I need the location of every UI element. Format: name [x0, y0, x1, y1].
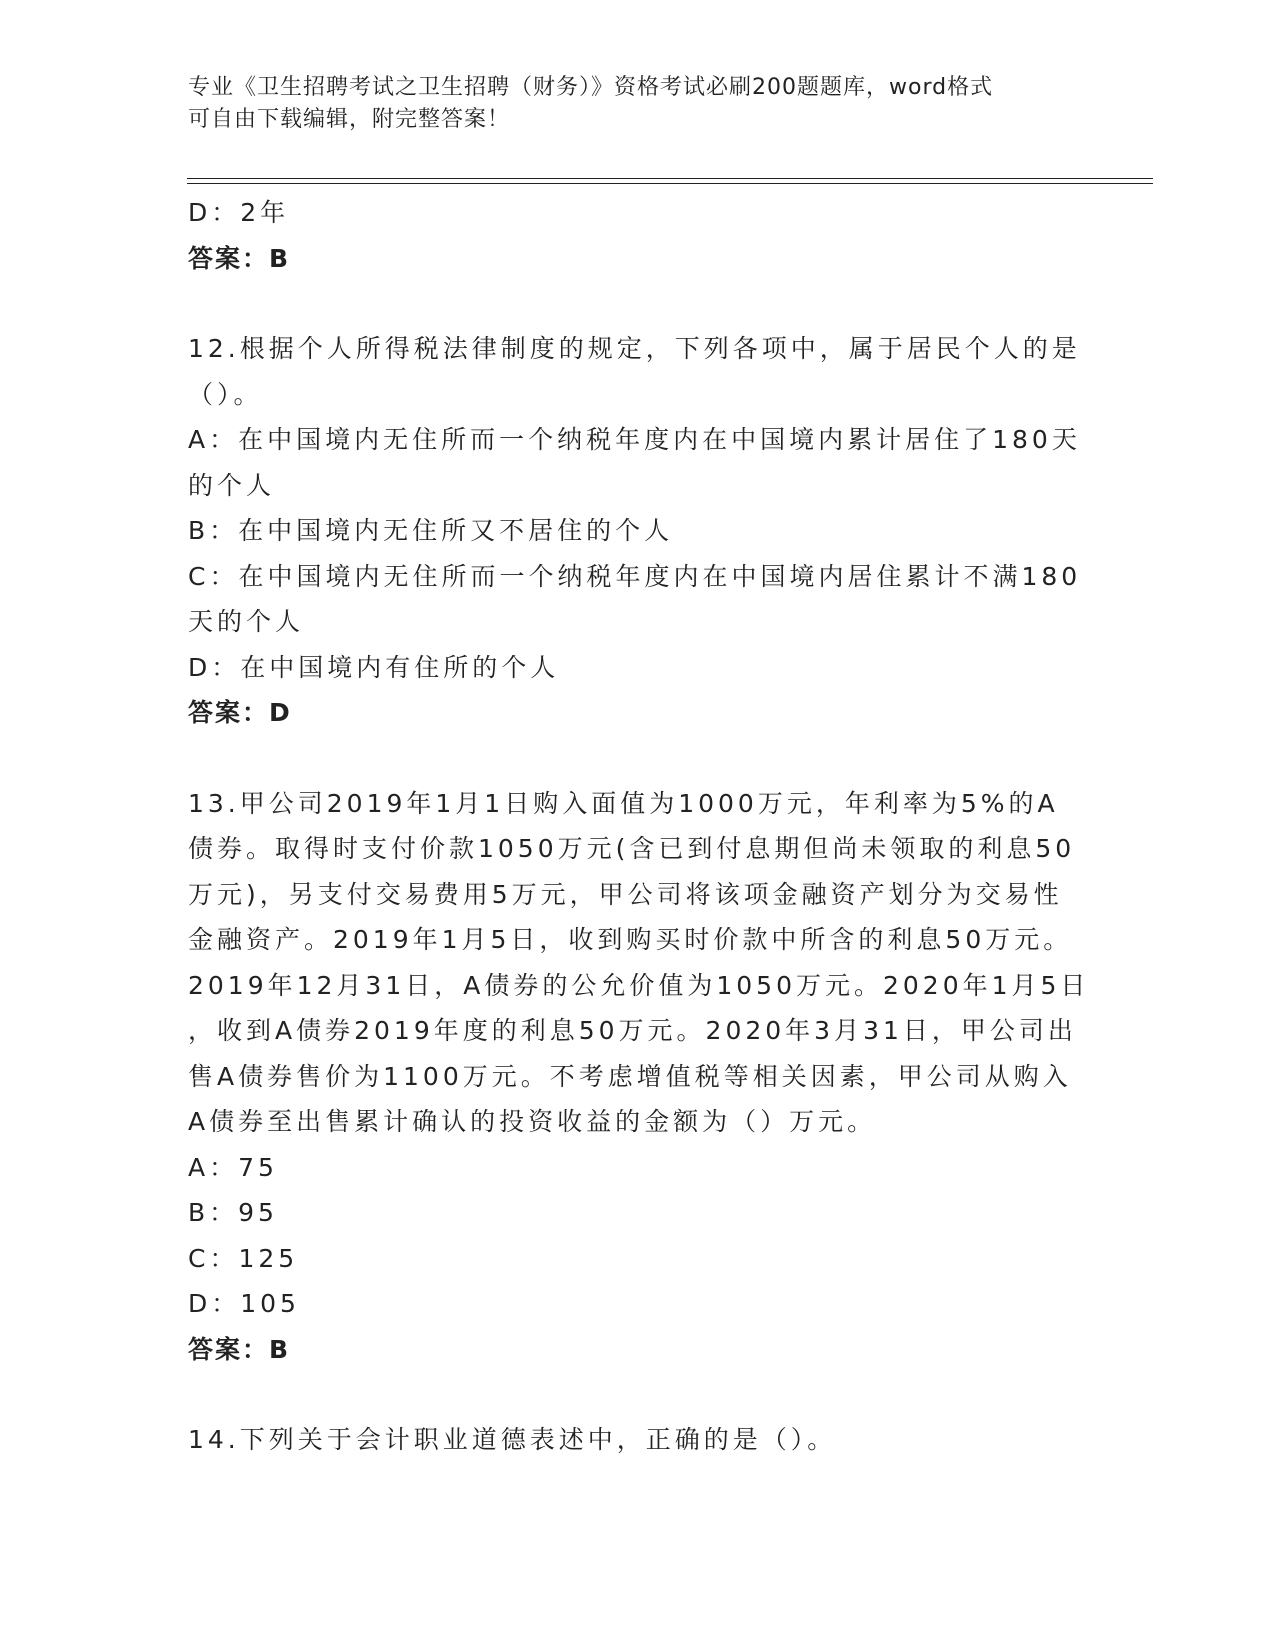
question-14 [188, 1417, 1088, 1463]
q13-stem-line-7: 售A债券售价为1100万元。不考虑增值税等相关因素，甲公司从购入 [188, 1061, 1072, 1091]
q12-answer: 答案：D [188, 698, 292, 727]
q13-stem-line-5: 2019年12月31日，A债券的公允价值为1050万元。2020年1月5日 [188, 970, 1090, 1000]
q12-option-a-line-2: 的个人 [188, 470, 276, 500]
spacer [188, 281, 1088, 326]
header-rule-bottom [187, 183, 1153, 184]
q14-stem-line-1: 14.下列关于会计职业道德表述中，正确的是（）。 [188, 1425, 837, 1454]
header-rule-top [187, 178, 1153, 179]
header-line-2: 可自由下载编辑，附完整答案！ [188, 107, 511, 132]
spacer [188, 1372, 1088, 1417]
document-body [188, 190, 1088, 1463]
q12-option-d: D：在中国境内有住所的个人 [188, 652, 560, 682]
q12-option-a-line-1: A：在中国境内无住所而一个纳税年度内在中国境内累计居住了180天 [188, 425, 1081, 454]
document-header [188, 72, 1088, 136]
q13-stem-line-2: 债券。取得时支付价款1050万元(含已到付息期但尚未领取的利息50 [188, 834, 1076, 863]
question-13 [188, 781, 1088, 1373]
q12-option-c-line-2: 天的个人 [188, 607, 305, 636]
q12-stem-line-1: 12.根据个人所得税法律制度的规定，下列各项中，属于居民个人的是 [188, 334, 1081, 363]
q13-answer: 答案：B [188, 1334, 291, 1364]
q13-option-c: C：125 [188, 1243, 299, 1273]
q12-option-b: B：在中国境内无住所又不居住的个人 [188, 516, 674, 545]
q12-option-c-line-1: C：在中国境内无住所而一个纳税年度内在中国境内居住累计不满180 [188, 561, 1082, 591]
q13-stem-line-1: 13.甲公司2019年1月1日购入面值为1000万元，年利率为5%的A [188, 788, 1059, 818]
q13-option-a: A：75 [188, 1152, 278, 1182]
q13-stem-line-4: 金融资产。2019年1月5日，收到购买时价款中所含的利息50万元。 [188, 925, 1073, 954]
spacer [188, 736, 1088, 781]
question-12 [188, 326, 1088, 736]
q13-option-d: D：105 [188, 1289, 300, 1318]
q13-stem-line-6: ，收到A债券2019年度的利息50万元。2020年3月31日，甲公司出 [188, 1016, 1077, 1045]
q13-stem-line-3: 万元)，另支付交易费用5万元，甲公司将该项金融资产划分为交易性 [188, 879, 1063, 909]
prev-answer: 答案：B [188, 243, 291, 273]
q13-option-b: B：95 [188, 1198, 278, 1227]
header-line-1: 专业《卫生招聘考试之卫生招聘（财务）》资格考试必刷200题题库，word格式 [188, 75, 994, 100]
q12-stem-line-2: （）。 [188, 379, 263, 409]
q13-stem-line-8: A债券至出售累计确认的投资收益的金额为（）万元。 [188, 1107, 877, 1136]
prev-option-d: D：2年 [188, 198, 290, 227]
